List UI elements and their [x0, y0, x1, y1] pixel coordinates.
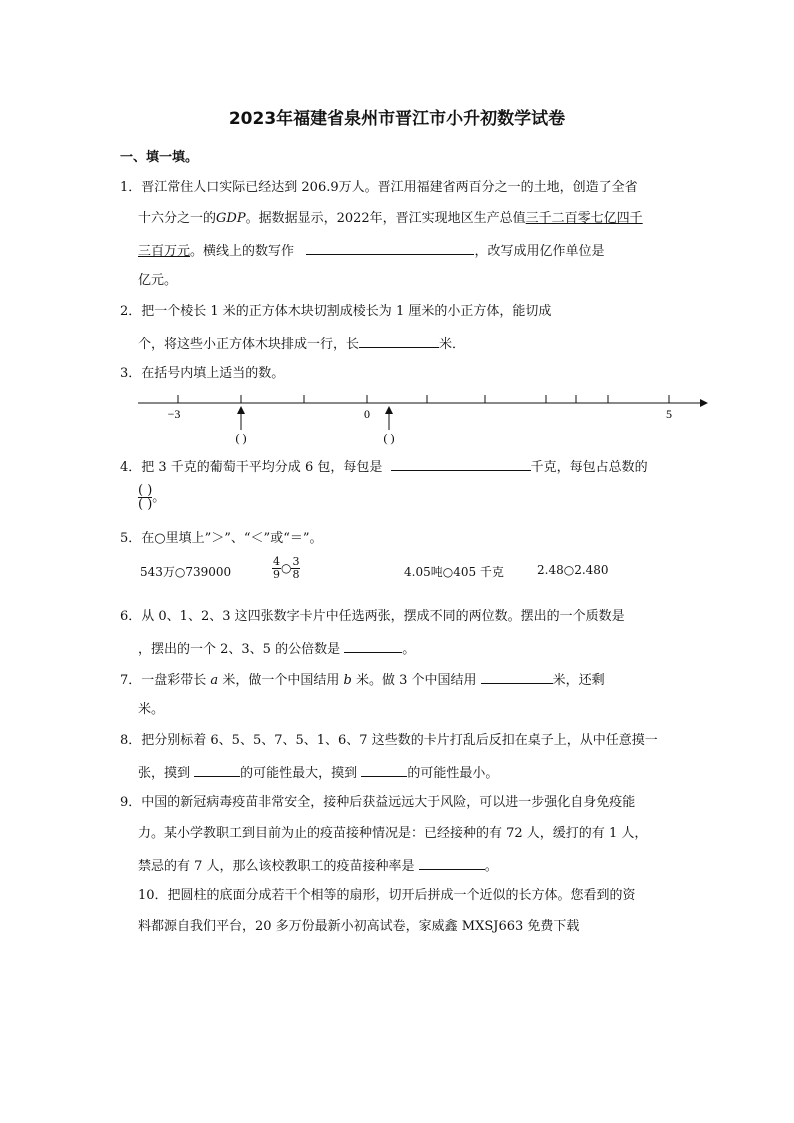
answer-paren: ( ): [383, 431, 395, 445]
fraction: $\frac{3}{8}$: [292, 555, 300, 581]
q4-line1: 4．把 3 千克的葡萄干平均分成 6 包，每包是 千克，每包占总数的: [120, 460, 648, 475]
arrow-head-icon: [700, 399, 708, 407]
compare-item-1: 543万○739000: [140, 565, 232, 579]
q9-line1: 9．中国的新冠病毒疫苗非常安全，接种后获益远远大于风险，可以进一步强化自身免疫能: [120, 795, 636, 810]
answer-blank[interactable]: [359, 335, 439, 348]
label-5: 5: [666, 407, 672, 421]
q2-line2: 个，将这些小正方体木块排成一行，长 米．: [138, 337, 466, 352]
q5-line1: 5．在○里填上”＞”、“＜”或“＝”。: [120, 531, 323, 546]
q7-line1: 7．一盘彩带长 a 米，做一个中国结用 b 米。做 3 个中国结用 米，还剩: [120, 673, 605, 688]
q9-line3: 禁忌的有 7 人，那么该校教职工的疫苗接种率是 。: [138, 859, 498, 874]
exam-title: 2023年福建省泉州市晋江市小升初数学试卷: [228, 109, 566, 129]
gdp-text: GDP: [216, 211, 246, 226]
answer-blank[interactable]: [419, 857, 485, 870]
q1-line4: 亿元。: [138, 273, 178, 288]
q9-line2: 力。某小学教职工到目前为止的疫苗接种情况是：已经接种的有 72 人，缓打的有 1 人，: [138, 826, 648, 841]
q8-line1: 8．把分别标着 6、5、5、7、5、1、6、7 这些数的卡片打乱后反扣在桌子上，从中任意摸一: [120, 733, 658, 748]
q8-line2: 张，摸到 的可能性最大，摸到 的可能性最小。: [138, 766, 499, 781]
fraction: $\frac{4}{9}$: [273, 555, 280, 581]
number-line: [138, 392, 708, 448]
q10-line2: 料都源自我们平台，20 多万份最新小初高试卷，家威鑫 MXSJ663 免费下载: [138, 919, 580, 934]
q3-line1: 3．在括号内填上适当的数。: [120, 366, 285, 381]
compare-item-4: 2.48○2.480: [537, 563, 609, 577]
answer-paren: ( ): [235, 431, 247, 445]
answer-blank[interactable]: [306, 242, 474, 255]
compare-item-2: [272, 556, 300, 581]
compare-item-3: 4.05吨○405 千克: [404, 565, 504, 579]
q6-line2: ，摆出的一个 2、3、5 的公倍数是 。: [138, 642, 416, 657]
q1-line1: 1．晋江常住人口实际已经达到 206.9万人。晋江用福建省两百分之一的土地，创造了全省: [120, 180, 638, 195]
arrow-up-icon: [385, 406, 393, 414]
q2-line1: 2．把一个棱长 1 米的正方体木块切割成棱长为 1 厘米的小正方体，能切成: [120, 304, 552, 319]
answer-blank[interactable]: [361, 764, 407, 777]
q7-line2: 米。: [138, 702, 165, 717]
section-heading: 一、填一填。: [120, 150, 199, 165]
q1-line2: 十六分之一的GDP。据数据显示，2022年，晋江实现地区生产总值三千二百零七亿四千: [138, 211, 643, 226]
label-0: 0: [364, 407, 370, 421]
fraction-blank[interactable]: $\frac{( )}{( )}$: [138, 483, 153, 512]
answer-blank[interactable]: [194, 764, 240, 777]
q6-line1: 6．从 0、1、2、3 这四张数字卡片中任选两张，摆成不同的两位数。摆出的一个质数是: [120, 609, 625, 624]
answer-blank[interactable]: [344, 640, 402, 653]
number-line-ticks: [178, 395, 669, 403]
arrow-up-icon: [237, 406, 245, 414]
compare-circle[interactable]: ○: [281, 561, 292, 575]
answer-blank[interactable]: [391, 458, 531, 471]
q10-line1: 10．把圆柱的底面分成若干个相等的扇形，切开后拼成一个近似的长方体。您看到的资: [138, 888, 636, 903]
label-neg3: −3: [167, 407, 181, 421]
q4-line2: $\frac{( )}{( )}$ 。: [138, 483, 166, 512]
answer-blank[interactable]: [481, 671, 553, 684]
q1-line3: 三百万元。横线上的数写作 ，改写成用亿作单位是: [138, 244, 605, 259]
underlined-number: 三千二百零七亿四千: [525, 211, 643, 226]
